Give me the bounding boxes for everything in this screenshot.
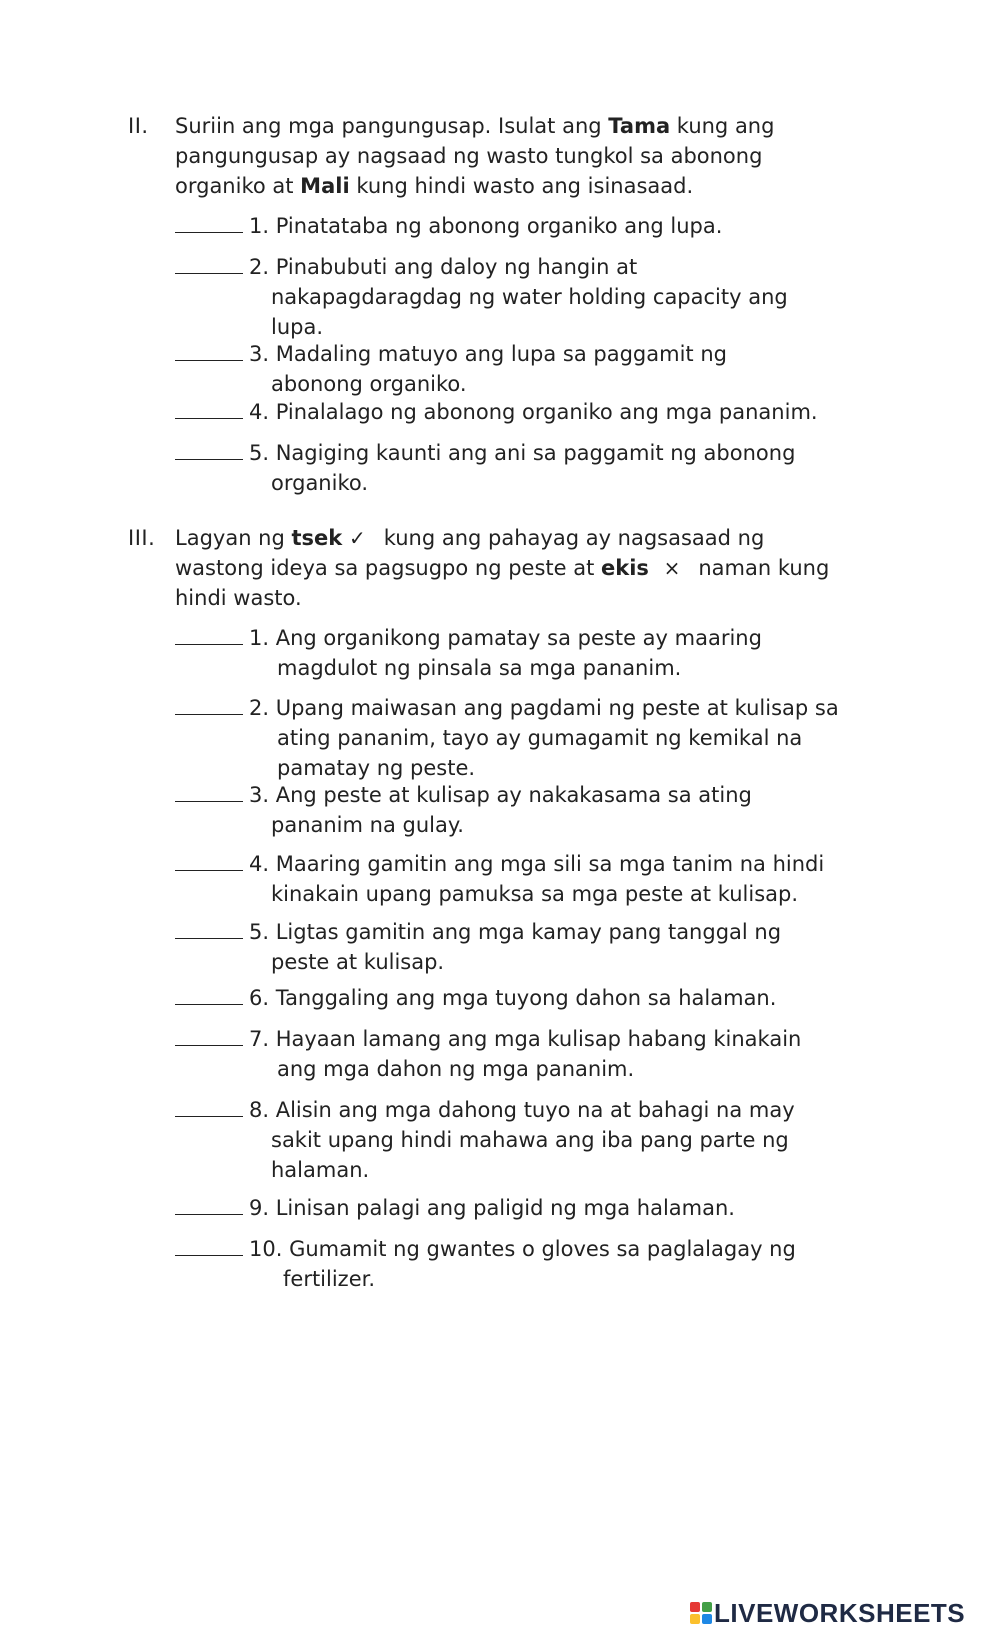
item-text-continued: kinakain upang pamuksa sa mga peste at kulisap. bbox=[271, 882, 799, 906]
instruction-text: kung ang bbox=[670, 114, 775, 138]
item-text-continued: lupa. bbox=[271, 315, 324, 339]
item-text-continued: fertilizer. bbox=[283, 1267, 376, 1291]
item-text: 2. Pinabubuti ang daloy ng hangin at bbox=[249, 255, 638, 279]
section-ii-instruction-line-3 bbox=[175, 171, 875, 201]
section-iii-item-9 bbox=[175, 1192, 895, 1223]
item-text: 9. Linisan palagi ang paligid ng mga halaman. bbox=[249, 1196, 735, 1220]
answer-blank[interactable] bbox=[175, 622, 243, 645]
item-text: 3. Madaling matuyo ang lupa sa paggamit ng bbox=[249, 342, 727, 366]
section-iii-item-10 bbox=[175, 1233, 895, 1294]
item-text-continued: halaman. bbox=[271, 1158, 370, 1182]
section-iii-item-7 bbox=[175, 1023, 895, 1084]
item-text-continued: ang mga dahon ng mga pananim. bbox=[277, 1057, 635, 1081]
item-text: 5. Nagiging kaunti ang ani sa paggamit ng abonong bbox=[249, 441, 796, 465]
item-text: 3. Ang peste at kulisap ay nakakasama sa ating bbox=[249, 783, 752, 807]
section-iii-item-2 bbox=[175, 692, 895, 783]
section-iii-item-5 bbox=[175, 916, 895, 977]
section-ii-item-1 bbox=[175, 210, 895, 241]
section-ii-item-5 bbox=[175, 437, 895, 498]
item-text-continued: magdulot ng pinsala sa mga pananim. bbox=[277, 656, 682, 680]
instruction-bold-ekis: ekis bbox=[601, 556, 649, 580]
x-mark-icon: × bbox=[663, 556, 681, 580]
instruction-bold-tama: Tama bbox=[608, 114, 671, 138]
instruction-text: naman kung bbox=[698, 556, 830, 580]
answer-blank[interactable] bbox=[175, 692, 243, 715]
section-ii-instruction-line-2: pangungusap ay nagsaad ng wasto tungkol sa abonong bbox=[175, 144, 763, 168]
answer-blank[interactable] bbox=[175, 338, 243, 361]
item-text-continued: nakapagdaragdag ng water holding capacity ang bbox=[271, 285, 788, 309]
section-iii-numeral: III. bbox=[128, 526, 156, 550]
section-iii-item-6 bbox=[175, 982, 895, 1013]
section-ii-item-2 bbox=[175, 251, 895, 342]
item-text: 1. Ang organikong pamatay sa peste ay maaring bbox=[249, 626, 762, 650]
answer-blank[interactable] bbox=[175, 437, 243, 460]
item-text-continued: sakit upang hindi mahawa ang iba pang parte ng bbox=[271, 1128, 789, 1152]
item-text-continued: pamatay ng peste. bbox=[277, 756, 476, 780]
answer-blank[interactable] bbox=[175, 916, 243, 939]
item-text-continued: abonong organiko. bbox=[271, 372, 467, 396]
item-text: 5. Ligtas gamitin ang mga kamay pang tanggal ng bbox=[249, 920, 782, 944]
item-text: 8. Alisin ang mga dahong tuyo na at bahagi na may bbox=[249, 1098, 795, 1122]
section-iii-item-8 bbox=[175, 1094, 895, 1185]
answer-blank[interactable] bbox=[175, 779, 243, 802]
instruction-bold-tsek: tsek bbox=[291, 526, 343, 550]
answer-blank[interactable] bbox=[175, 1094, 243, 1117]
item-text: 1. Pinatataba ng abonong organiko ang lupa. bbox=[249, 214, 723, 238]
item-text: 10. Gumamit ng gwantes o gloves sa paglalagay ng bbox=[249, 1237, 796, 1261]
answer-blank[interactable] bbox=[175, 982, 243, 1005]
instruction-text: kung ang pahayag ay nagsasaad ng bbox=[383, 526, 765, 550]
item-text-continued: pananim na gulay. bbox=[271, 813, 464, 837]
section-ii-numeral: II. bbox=[128, 114, 149, 138]
answer-blank[interactable] bbox=[175, 210, 243, 233]
answer-blank[interactable] bbox=[175, 1192, 243, 1215]
section-iii-instruction-line-2 bbox=[175, 553, 875, 583]
liveworksheets-logo[interactable] bbox=[690, 1598, 965, 1628]
instruction-bold-mali: Mali bbox=[300, 174, 350, 198]
section-iii-instruction-line-1 bbox=[175, 523, 875, 553]
item-text-continued: peste at kulisap. bbox=[271, 950, 445, 974]
item-text: 6. Tanggaling ang mga tuyong dahon sa halaman. bbox=[249, 986, 777, 1010]
item-text: 7. Hayaan lamang ang mga kulisap habang kinakain bbox=[249, 1027, 802, 1051]
section-ii-item-3 bbox=[175, 338, 895, 399]
item-text-continued: organiko. bbox=[271, 471, 369, 495]
answer-blank[interactable] bbox=[175, 848, 243, 871]
liveworksheets-logo-icon bbox=[690, 1602, 712, 1624]
instruction-text: Lagyan ng bbox=[175, 526, 292, 550]
section-iii-item-3 bbox=[175, 779, 895, 840]
instruction-text: wastong ideya sa pagsugpo ng peste at bbox=[175, 556, 601, 580]
instruction-text: organiko at bbox=[175, 174, 301, 198]
section-iii-instruction bbox=[175, 523, 875, 613]
item-text: 2. Upang maiwasan ang pagdami ng peste at kulisap sa bbox=[249, 696, 839, 720]
instruction-text: kung hindi wasto ang isinasaad. bbox=[349, 174, 694, 198]
instruction-text: Suriin ang mga pangungusap. Isulat ang bbox=[175, 114, 609, 138]
item-text-continued: ating pananim, tayo ay gumagamit ng kemikal na bbox=[277, 726, 803, 750]
answer-blank[interactable] bbox=[175, 1233, 243, 1256]
item-text: 4. Pinalalago ng abonong organiko ang mga pananim. bbox=[249, 400, 818, 424]
answer-blank[interactable] bbox=[175, 1023, 243, 1046]
section-iii-item-4 bbox=[175, 848, 895, 909]
section-iii-instruction-line-3: hindi wasto. bbox=[175, 586, 302, 610]
item-text: 4. Maaring gamitin ang mga sili sa mga tanim na hindi bbox=[249, 852, 825, 876]
section-iii-item-1 bbox=[175, 622, 895, 683]
answer-blank[interactable] bbox=[175, 251, 243, 274]
check-mark-icon: ✓ bbox=[348, 526, 366, 550]
section-ii-instruction bbox=[175, 111, 875, 201]
section-ii-item-4 bbox=[175, 396, 895, 427]
section-ii-instruction-line-1 bbox=[175, 111, 875, 141]
answer-blank[interactable] bbox=[175, 396, 243, 419]
logo-text: LIVEWORKSHEETS bbox=[714, 1597, 966, 1628]
